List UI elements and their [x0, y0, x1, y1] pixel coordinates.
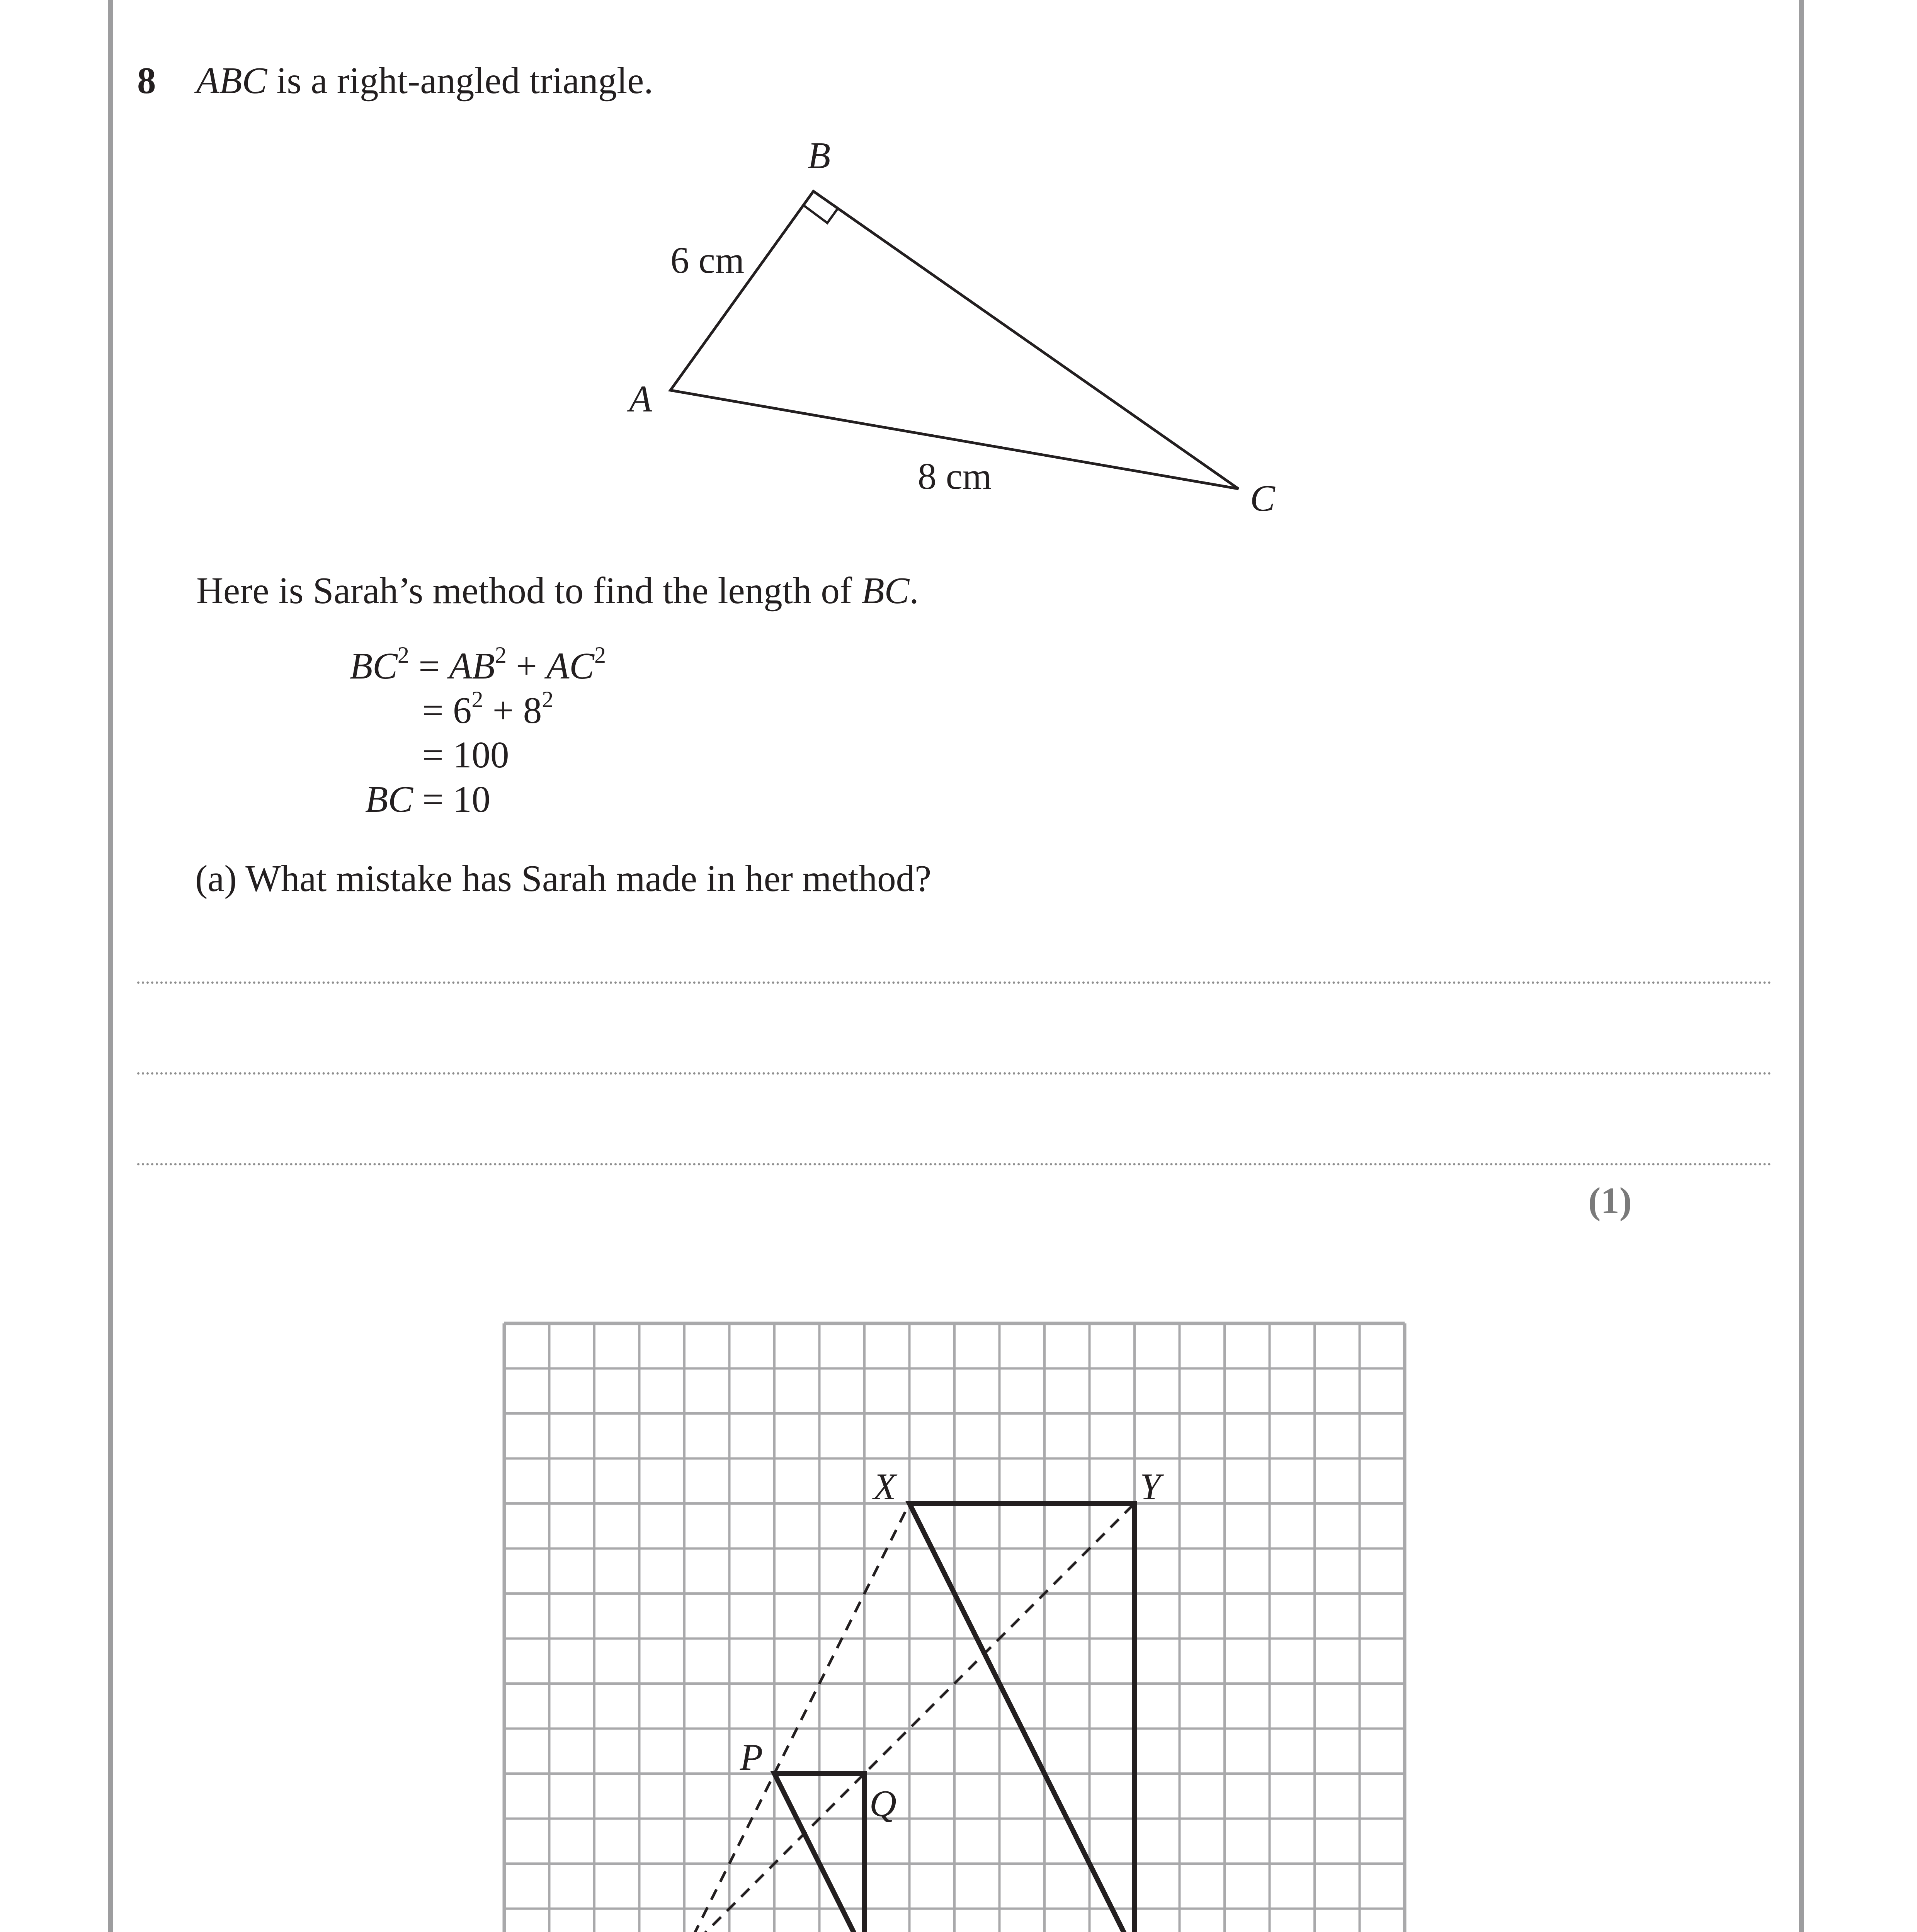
- triangle-xyz: [910, 1503, 1135, 1932]
- method-bc-value: = 10: [413, 779, 491, 820]
- side-ab-length: 6 cm: [670, 240, 745, 281]
- label-a: A: [629, 378, 652, 420]
- dashed-line-cx: [684, 1503, 910, 1932]
- sarah-intro-subject: BC: [861, 570, 910, 611]
- grid-label-x: X: [873, 1466, 896, 1507]
- eq: =: [409, 645, 449, 687]
- label-c: C: [1250, 478, 1275, 519]
- sq: 2: [495, 642, 507, 668]
- grid-lines: [504, 1323, 1405, 1932]
- plus: +: [506, 645, 547, 687]
- sq: 2: [397, 642, 410, 668]
- grid-label-q: Q: [869, 1783, 897, 1824]
- sarah-intro-text: Here is Sarah’s method to find the length of: [196, 570, 862, 611]
- intro-subject: ABC: [196, 60, 267, 101]
- grid-label-p: P: [740, 1736, 763, 1778]
- sq: 2: [471, 686, 483, 713]
- part-a-question: (a) What mistake has Sarah made in her method?: [195, 858, 932, 899]
- method-line-3: = 100: [422, 734, 509, 776]
- sq: 2: [542, 686, 554, 713]
- question-number: 8: [137, 60, 156, 101]
- sq: 2: [594, 642, 606, 668]
- intro-rest: is a right-angled triangle.: [267, 60, 653, 101]
- grid-label-y: Y: [1140, 1466, 1161, 1507]
- sarah-intro-end: .: [909, 570, 919, 611]
- plus-eight: + 8: [483, 690, 542, 731]
- side-ac-length: 8 cm: [918, 456, 992, 497]
- method-bc: BC: [350, 645, 398, 687]
- label-b: B: [808, 135, 831, 176]
- method-ac: AC: [546, 645, 594, 687]
- eq-six: = 6: [422, 690, 472, 731]
- method-bc-result: BC: [365, 779, 413, 820]
- method-ab: AB: [449, 645, 495, 687]
- part-a-marks: (1): [1588, 1180, 1632, 1221]
